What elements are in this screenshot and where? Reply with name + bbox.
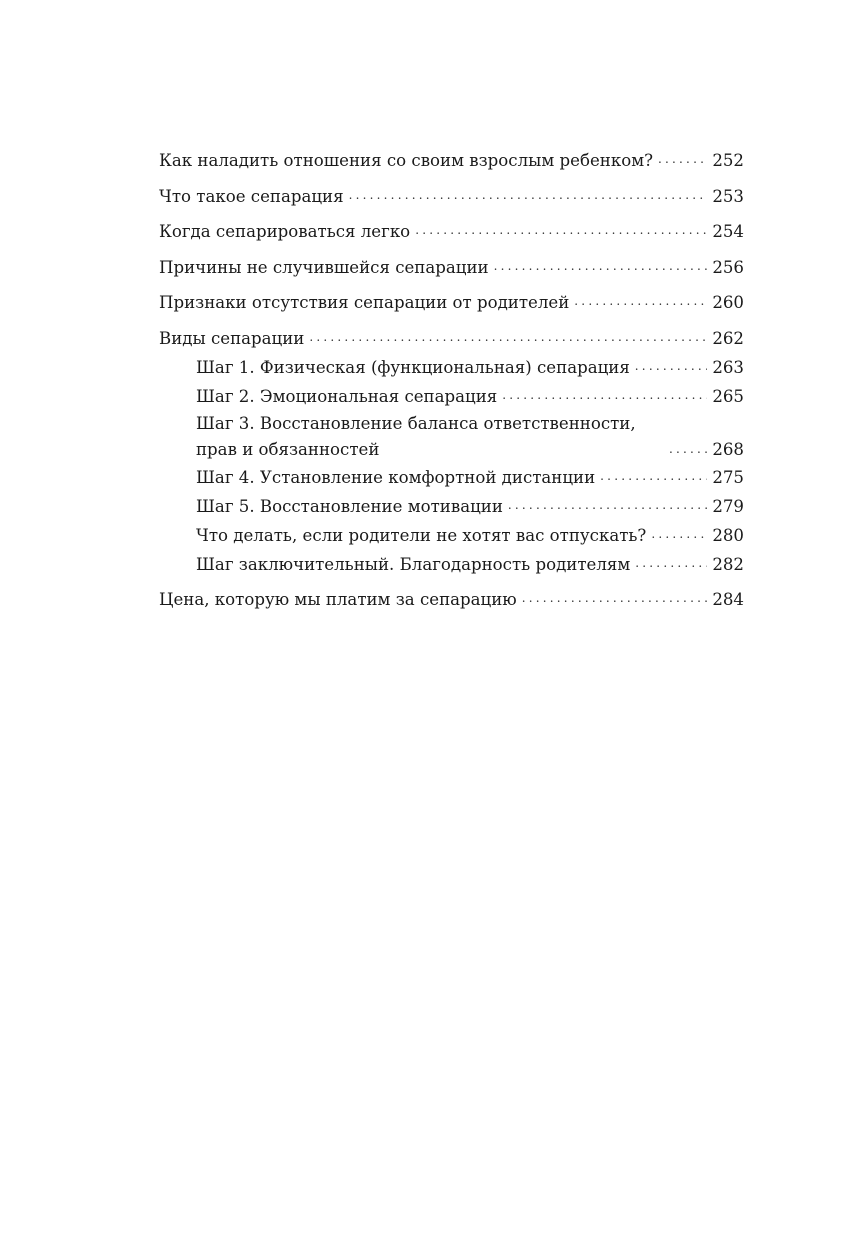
toc-leader-dots — [600, 462, 707, 491]
toc-entry-title: Что такое сепарация — [159, 186, 344, 206]
toc-page-number: 260 — [712, 293, 744, 312]
toc-subentry-title: Что делать, если родители не хотят вас отпускать? — [196, 525, 647, 545]
toc-leader-dots — [508, 491, 707, 520]
toc-entry-title: Виды сепарации — [159, 328, 305, 348]
toc-leader-dots — [658, 145, 707, 174]
toc-entry[interactable] — [159, 585, 744, 614]
toc-entry-title: Как наладить отношения со своим взрослым ребенком? — [159, 151, 653, 170]
toc-entry-title: Признаки отсутствия сепарации от родителей — [159, 293, 570, 312]
toc-leader-dots — [574, 287, 707, 316]
toc-leader-dots — [502, 381, 707, 410]
toc-subentry[interactable] — [159, 463, 744, 492]
toc-leader-dots — [415, 216, 707, 245]
toc-page-number: 279 — [712, 496, 744, 516]
toc-subentry[interactable] — [159, 550, 744, 579]
toc-subentry[interactable] — [159, 353, 744, 382]
toc-page-number: 263 — [712, 357, 744, 377]
toc-leader-dots — [349, 181, 708, 210]
toc-leader-dots — [651, 520, 707, 549]
toc-page-number: 275 — [712, 467, 744, 487]
toc-subentry[interactable] — [159, 411, 744, 463]
toc-page-number: 280 — [712, 525, 744, 545]
toc-entry[interactable] — [159, 217, 744, 246]
toc-page-number: 284 — [712, 590, 744, 609]
toc-subentry[interactable] — [159, 382, 744, 411]
toc-leader-dots — [635, 352, 708, 381]
toc-leader-dots — [309, 323, 707, 352]
toc-subentry-title: Шаг 1. Физическая (функциональная) сепарация — [196, 357, 630, 377]
toc-entry-title: Цена, которую мы платим за сепарацию — [159, 590, 517, 609]
toc-subentry-title: Шаг 3. Восстановление баланса ответственности, прав и обязанностей — [196, 413, 636, 459]
toc-leader-dots — [635, 549, 707, 578]
toc-entry[interactable] — [159, 324, 744, 353]
toc-leader-dots — [669, 436, 707, 462]
toc-subentry-title: Шаг 4. Установление комфортной дистанции — [196, 467, 596, 487]
toc-entry-title: Причины не случившейся сепарации — [159, 257, 489, 277]
toc-subentry-title: Шаг заключительный. Благодарность родителям — [196, 554, 631, 574]
toc-subentry[interactable] — [159, 521, 744, 550]
toc-page-number: 262 — [712, 328, 744, 348]
toc-entry[interactable] — [159, 253, 744, 282]
toc-subentry-title: Шаг 5. Восстановление мотивации — [196, 496, 503, 516]
toc-page-number: 254 — [712, 222, 744, 241]
toc-page-number: 265 — [712, 386, 744, 406]
toc-entry[interactable] — [159, 146, 744, 175]
toc-entry[interactable] — [159, 288, 744, 317]
toc-page-number: 282 — [712, 554, 744, 574]
toc-entry[interactable] — [159, 182, 744, 211]
table-of-contents — [159, 146, 744, 614]
toc-page-number: 268 — [712, 439, 744, 459]
toc-subentry-title: Шаг 2. Эмоциональная сепарация — [196, 386, 498, 406]
toc-page-number: 253 — [712, 186, 744, 206]
toc-entry-title: Когда сепарироваться легко — [159, 222, 411, 241]
toc-subentry[interactable] — [159, 492, 744, 521]
toc-leader-dots — [494, 252, 708, 281]
toc-page-number: 252 — [712, 151, 744, 170]
toc-page-number: 256 — [712, 257, 744, 277]
toc-leader-dots — [522, 584, 708, 613]
